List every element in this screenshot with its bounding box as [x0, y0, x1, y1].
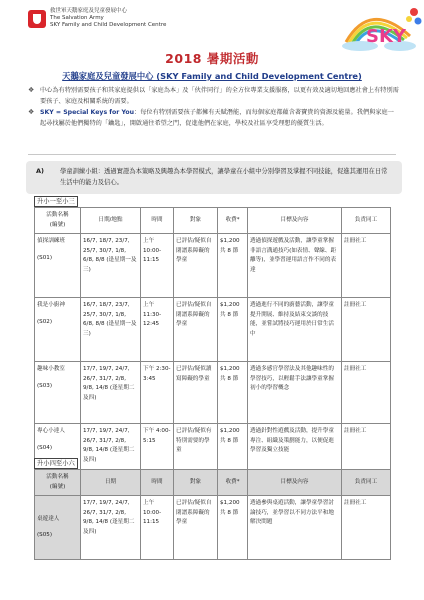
col-header-name: 活動名稱 (編號) — [35, 208, 81, 234]
activity-time: 上午 10:00-11:15 — [141, 234, 174, 298]
org-name-en2: SKY Family and Child Development Centre — [50, 22, 167, 28]
col-header-time: 時間 — [141, 470, 174, 496]
table-header-row — [35, 470, 391, 496]
activity-code: (S02) — [37, 318, 53, 325]
org-name-en1: The Salvation Army — [50, 15, 104, 21]
divider — [28, 154, 396, 155]
activity-dates: 16/7, 18/7, 23/7, 25/7, 30/7, 1/8, 6/8, 8/8 (逢星期一及三) — [81, 234, 141, 298]
col-header-target: 對象 — [174, 208, 218, 234]
salvation-army-shield-icon — [28, 10, 46, 28]
activity-goal: 透過多感官學習法及其他趣味性的學習技巧，以輕鬆手法讓學童掌握初小的學習概念 — [248, 362, 342, 424]
activity-staff: 註冊社工 — [342, 424, 391, 486]
activity-name: 專心小達人 — [37, 428, 65, 434]
col-header-fee: 收費* — [218, 208, 248, 234]
activity-goal: 透過參與桌遊活動，讓學童學習討論技巧，並學習以不同方法平和地解決問題 — [248, 496, 342, 560]
sky-logo-text: SKY — [366, 26, 406, 47]
col-header-goal: 目標及內容 — [248, 470, 342, 496]
activity-goal: 透過進行不同的廚藝活動，讓學童提升開展、維持及結束交談的技能，並嘗試將技巧運用於日常生活中 — [248, 298, 342, 362]
header — [0, 0, 424, 50]
org-name-zh: 救世軍天鵝家庭及兒童發展中心 — [50, 8, 128, 14]
sky-logo-art-icon — [330, 2, 424, 52]
activity-staff: 註冊社工 — [342, 362, 391, 424]
activity-goal: 透過偵探遊戲及活動，讓學童掌握非語言溝通技巧(如表情、聲線、距離等)，並學習運用語言作不同的表達 — [248, 234, 342, 298]
activity-target: 已評估/疑似讀寫障礙的學童 — [174, 362, 218, 424]
table-header-row — [35, 208, 391, 234]
activity-dates: 16/7, 18/7, 23/7, 25/7, 30/7, 1/8, 6/8, 8/8 (逢星期一及三) — [81, 298, 141, 362]
table-row — [35, 362, 391, 424]
activity-time: 下午 2:30-3:45 — [141, 362, 174, 424]
activity-target: 已評估/疑似自閉譜系障礙的學童 — [174, 496, 218, 560]
page-title: 2018 暑期活動 — [165, 51, 259, 66]
activity-dates: 17/7, 19/7, 24/7, 26/7, 31/7, 2/8, 9/8, 14/8 (逢星期二及四) — [81, 424, 141, 486]
col-header-goal: 目標及內容 — [248, 208, 342, 234]
group2-label: 升小四至小六 — [34, 458, 78, 469]
col-header-time: 時間 — [141, 208, 174, 234]
activity-name: 我是小廚神 — [37, 302, 65, 308]
section-a-box — [26, 161, 402, 194]
activity-target: 已評估/疑似自閉譜系障礙的學童 — [174, 298, 218, 362]
activity-time: 上午 10:00-11:15 — [141, 496, 174, 560]
col-header-target: 對象 — [174, 470, 218, 496]
col-header-fee: 收費* — [218, 470, 248, 496]
activity-time: 上午 11:30-12:45 — [141, 298, 174, 362]
activity-dates: 17/7, 19/7, 24/7, 26/7, 31/7, 2/8, 9/8, 14/8 (逢星期二及四) — [81, 496, 141, 560]
col-header-name: 活動名稱 (編號) — [35, 470, 81, 496]
table-row — [35, 234, 391, 298]
activity-fee: $1,200 共 8 節 — [218, 496, 248, 560]
activity-fee: $1,200 共 8 節 — [218, 362, 248, 424]
activity-code: (S01) — [37, 254, 53, 261]
intro-bullet-2: ❖ SKY = Special Keys for You：每位有特別需要孩子都擁有天賦潛能，而每個家庭都蘊含著寶貴的資源及能量。我們與家庭一起尋找屬於他們獨特的「鑰匙」，開啟通往希望之門，促進他們在家庭，學校及社區享受理想的優質生活。 — [28, 108, 394, 127]
section-a-letter: A) — [36, 167, 45, 175]
activity-fee: $1,200 共 8 節 — [218, 234, 248, 298]
col-header-staff: 負責同工 — [342, 208, 391, 234]
activity-name: 趣味小教室 — [37, 366, 65, 372]
table-row — [35, 496, 391, 560]
centre-subtitle: 天鵝家庭及兒童發展中心 (SKY Family and Child Development Centre) — [62, 71, 362, 81]
activity-code: (S05) — [37, 532, 53, 538]
activity-staff: 註冊社工 — [342, 234, 391, 298]
activity-name: 偵探訓練班 — [37, 238, 65, 244]
group1-table — [34, 207, 391, 486]
activity-dates: 17/7, 19/7, 24/7, 26/7, 31/7, 2/8, 9/8, 14/8 (逢星期二及四) — [81, 362, 141, 424]
activity-code: (S03) — [37, 382, 53, 389]
activity-code: (S04) — [37, 444, 53, 451]
table-row — [35, 298, 391, 362]
activity-target: 已評估/疑似自閉譜系障礙的學童 — [174, 234, 218, 298]
activity-goal: 透過針對性遊戲及活動，提升學童專注、組織及策劃能力，以便促進學習及獨立技能 — [248, 424, 342, 486]
activity-staff: 註冊社工 — [342, 496, 391, 560]
col-header-dates: 日期 — [81, 470, 141, 496]
col-header-staff: 負責同工 — [342, 470, 391, 496]
intro-bullets — [28, 85, 400, 129]
intro-bullet-1: ❖ 中心為有特別需要孩子和其家庭提供以「家庭為本」及「伙伴同行」的全方位專業支援服務，以更有效及適切地回應社會上有特別需要孩子、家庭及相關系統的需要。 — [28, 86, 399, 105]
org-name — [50, 8, 210, 29]
activity-fee: $1,200 共 8 節 — [218, 424, 248, 486]
activity-target: 已評估/疑似有特別需要的學童 — [174, 424, 218, 486]
group1-label: 升小一至小三 — [34, 196, 78, 207]
diamond-bullet-icon: ❖ — [28, 86, 35, 94]
activity-fee: $1,200 共 8 節 — [218, 298, 248, 362]
diamond-bullet-icon: ❖ — [28, 108, 35, 116]
group2-table — [34, 469, 391, 560]
col-header-dates: 日期/地點 — [81, 208, 141, 234]
activity-time: 下午 4:00-5:15 — [141, 424, 174, 486]
section-a-text: 學童訓練小組：透過實證為本策略及興趣為本學習模式，讓學童在小組中分別學習及掌握不同技能，促進其運用在日常生活中的能力及信心。 — [60, 168, 388, 186]
activity-staff: 註冊社工 — [342, 298, 391, 362]
activity-name: 桌遊達人 — [37, 515, 60, 522]
